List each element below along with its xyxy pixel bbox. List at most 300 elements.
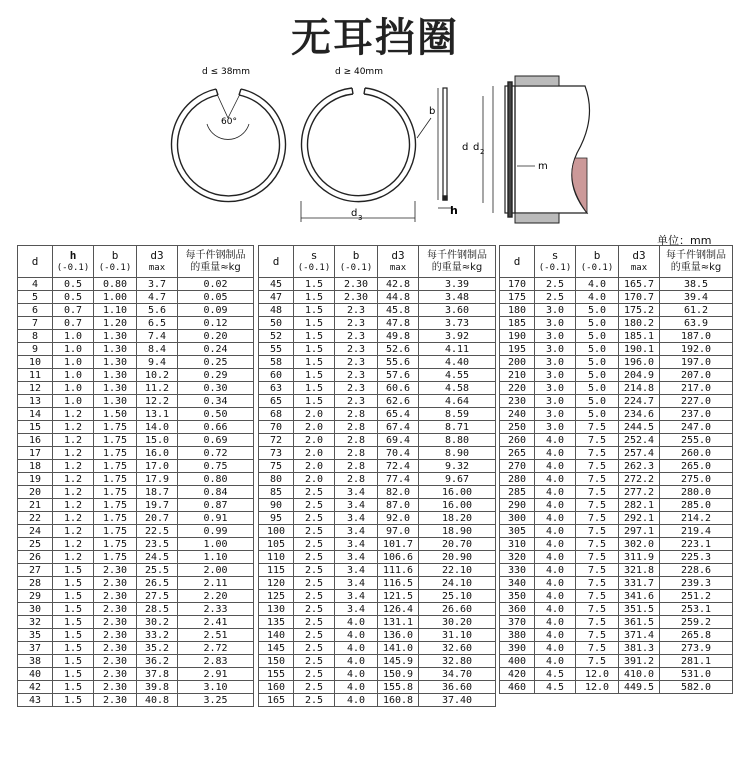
- table-cell: 207.0: [660, 369, 733, 382]
- table-cell: 141.0: [378, 642, 419, 655]
- table-row: [18, 499, 254, 512]
- table-row: [500, 486, 733, 499]
- table-cell: 5.0: [576, 343, 619, 356]
- table-cell: 7.5: [576, 434, 619, 447]
- table-row: [500, 382, 733, 395]
- table-cell: 297.1: [619, 525, 660, 538]
- table-cell: 16.00: [419, 486, 496, 499]
- table-cell: 4.0: [535, 551, 576, 564]
- table-cell: 220: [500, 382, 535, 395]
- table-cell: 262.3: [619, 460, 660, 473]
- table-row: [18, 525, 254, 538]
- table-cell: 3.4: [335, 551, 378, 564]
- table-row: [500, 447, 733, 460]
- b-label: b: [429, 106, 436, 117]
- table-cell: 5.0: [576, 408, 619, 421]
- table-cell: 0.5: [53, 291, 94, 304]
- table-cell: 3.39: [419, 278, 496, 291]
- table-cell: 214.8: [619, 382, 660, 395]
- table-cell: 155: [259, 668, 294, 681]
- label-small-ring: d ≤ 38mm: [202, 67, 250, 77]
- table-cell: 38: [18, 655, 53, 668]
- table-cell: 32.80: [419, 655, 496, 668]
- table-cell: 1.5: [294, 356, 335, 369]
- table-row: [18, 473, 254, 486]
- table-cell: 2.5: [294, 668, 335, 681]
- table-cell: 28: [18, 577, 53, 590]
- table-cell: 22: [18, 512, 53, 525]
- table-cell: 285: [500, 486, 535, 499]
- table-cell: 4.7: [137, 291, 178, 304]
- table-cell: 247.0: [660, 421, 733, 434]
- table-cell: 214.2: [660, 512, 733, 525]
- table-cell: 30.20: [419, 616, 496, 629]
- table-cell: 1.5: [294, 343, 335, 356]
- table-cell: 45: [259, 278, 294, 291]
- table-cell: 4.0: [335, 681, 378, 694]
- table-cell: 2.5: [294, 681, 335, 694]
- table-row: [18, 603, 254, 616]
- table-cell: 3.48: [419, 291, 496, 304]
- table-cell: 1.5: [53, 603, 94, 616]
- table-cell: 225.3: [660, 551, 733, 564]
- table-cell: 1.75: [94, 499, 137, 512]
- table-cell: 4.0: [535, 564, 576, 577]
- table-cell: 7.5: [576, 538, 619, 551]
- table-cell: 2.5: [535, 278, 576, 291]
- table-cell: 3.4: [335, 538, 378, 551]
- table-cell: 1.0: [53, 382, 94, 395]
- table-cell: 2.5: [294, 499, 335, 512]
- table-cell: 18: [18, 460, 53, 473]
- table-row: [259, 447, 496, 460]
- table-cell: 2.3: [335, 356, 378, 369]
- table-cell: 150: [259, 655, 294, 668]
- table-cell: 2.00: [178, 564, 254, 577]
- table-cell: 0.84: [178, 486, 254, 499]
- small-ring-outer: [172, 89, 286, 202]
- table-cell: 111.6: [378, 564, 419, 577]
- table-row: [18, 330, 254, 343]
- table-cell: 21: [18, 499, 53, 512]
- table-cell: 73: [259, 447, 294, 460]
- table-cell: 5.0: [576, 317, 619, 330]
- table-cell: 2.5: [294, 512, 335, 525]
- table-cell: 251.2: [660, 590, 733, 603]
- table-cell: 1.0: [53, 356, 94, 369]
- table-cell: 7: [18, 317, 53, 330]
- table-cell: 26.5: [137, 577, 178, 590]
- table-cell: 1.5: [294, 330, 335, 343]
- h-label: h: [450, 204, 458, 217]
- table-cell: 1.50: [94, 408, 137, 421]
- table-cell: 0.69: [178, 434, 254, 447]
- table-cell: 40: [18, 668, 53, 681]
- table-cell: 2.5: [294, 642, 335, 655]
- table-cell: 449.5: [619, 681, 660, 694]
- table-cell: 16.0: [137, 447, 178, 460]
- table-cell: 190: [500, 330, 535, 343]
- table-row: [18, 408, 254, 421]
- table-cell: 2.0: [294, 408, 335, 421]
- table-cell: 42.8: [378, 278, 419, 291]
- table-cell: 80: [259, 473, 294, 486]
- table-cell: 4.0: [535, 577, 576, 590]
- table-cell: 68: [259, 408, 294, 421]
- table-cell: 1.5: [53, 642, 94, 655]
- table-cell: 265.8: [660, 629, 733, 642]
- table-row: [18, 486, 254, 499]
- table-cell: 2.30: [94, 694, 137, 707]
- table-cell: 192.0: [660, 343, 733, 356]
- table-cell: 13: [18, 395, 53, 408]
- table-cell: 3.7: [137, 278, 178, 291]
- table-cell: 0.34: [178, 395, 254, 408]
- table-cell: 0.80: [94, 278, 137, 291]
- table-cell: 2.30: [94, 577, 137, 590]
- col-s: s (-0.1): [535, 246, 576, 278]
- table-cell: 37.40: [419, 694, 496, 707]
- spec-table-body: [500, 278, 733, 694]
- table-cell: 16.00: [419, 499, 496, 512]
- table-cell: 4.0: [535, 603, 576, 616]
- table-cell: 27.5: [137, 590, 178, 603]
- table-cell: 321.8: [619, 564, 660, 577]
- table-cell: 1.75: [94, 551, 137, 564]
- table-cell: 2.5: [294, 655, 335, 668]
- d2-label: d: [473, 142, 480, 153]
- table-cell: 121.5: [378, 590, 419, 603]
- table-cell: 3.25: [178, 694, 254, 707]
- table-row: [18, 616, 254, 629]
- table-cell: 2.0: [294, 473, 335, 486]
- table-row: [500, 421, 733, 434]
- table-cell: 290: [500, 499, 535, 512]
- table-cell: 10.2: [137, 369, 178, 382]
- d3-label: d: [351, 208, 358, 219]
- table-cell: 239.3: [660, 577, 733, 590]
- table-row: [18, 460, 254, 473]
- spec-table-body: [259, 278, 496, 707]
- table-cell: 7.5: [576, 447, 619, 460]
- table-cell: 18.7: [137, 486, 178, 499]
- table-cell: 3.4: [335, 564, 378, 577]
- table-cell: 1.75: [94, 486, 137, 499]
- table-cell: 125: [259, 590, 294, 603]
- table-cell: 47: [259, 291, 294, 304]
- table-cell: 0.80: [178, 473, 254, 486]
- table-row: [500, 460, 733, 473]
- table-cell: 3.0: [535, 317, 576, 330]
- table-cell: 29: [18, 590, 53, 603]
- table-cell: 1.2: [53, 499, 94, 512]
- table-cell: 330: [500, 564, 535, 577]
- table-cell: 4.0: [335, 642, 378, 655]
- table-row: [259, 681, 496, 694]
- table-cell: 1.0: [53, 330, 94, 343]
- table-cell: 2.3: [335, 382, 378, 395]
- table-cell: 65: [259, 395, 294, 408]
- table-cell: 187.0: [660, 330, 733, 343]
- table-cell: 14: [18, 408, 53, 421]
- table-row: [18, 551, 254, 564]
- table-cell: 1.2: [53, 538, 94, 551]
- table-cell: 0.50: [178, 408, 254, 421]
- table-cell: 185: [500, 317, 535, 330]
- table-row: [18, 642, 254, 655]
- table-cell: 4.0: [335, 655, 378, 668]
- large-ring-inner: [308, 94, 410, 196]
- table-cell: 2.5: [294, 538, 335, 551]
- table-cell: 48: [259, 304, 294, 317]
- table-cell: 2.5: [294, 525, 335, 538]
- table-cell: 0.30: [178, 382, 254, 395]
- table-cell: 136.0: [378, 629, 419, 642]
- table-row: [259, 668, 496, 681]
- table-cell: 33.2: [137, 629, 178, 642]
- unit-label: 单位：mm: [657, 234, 712, 247]
- table-row: [18, 434, 254, 447]
- table-cell: 7.5: [576, 421, 619, 434]
- table-cell: 4.0: [576, 291, 619, 304]
- table-cell: 19: [18, 473, 53, 486]
- table-row: [500, 616, 733, 629]
- table-row: [500, 434, 733, 447]
- table-cell: 4.0: [535, 538, 576, 551]
- table-cell: 3.4: [335, 525, 378, 538]
- table-cell: 2.5: [294, 616, 335, 629]
- table-cell: 185.1: [619, 330, 660, 343]
- table-cell: 37.8: [137, 668, 178, 681]
- table-cell: 2.30: [94, 616, 137, 629]
- table-cell: 2.3: [335, 330, 378, 343]
- table-cell: 0.09: [178, 304, 254, 317]
- table-cell: 196.0: [619, 356, 660, 369]
- table-cell: 0.99: [178, 525, 254, 538]
- table-cell: 5.0: [576, 356, 619, 369]
- table-cell: 1.5: [294, 304, 335, 317]
- spec-table-1: [17, 245, 254, 707]
- table-cell: 195: [500, 343, 535, 356]
- table-cell: 3.4: [335, 577, 378, 590]
- table-row: [18, 369, 254, 382]
- table-cell: 69.4: [378, 434, 419, 447]
- table-cell: 3.73: [419, 317, 496, 330]
- table-cell: 9.4: [137, 356, 178, 369]
- col-b: b (-0.1): [576, 246, 619, 278]
- table-cell: 4.0: [535, 486, 576, 499]
- table-cell: 2.0: [294, 460, 335, 473]
- table-cell: 4.58: [419, 382, 496, 395]
- table-cell: 6: [18, 304, 53, 317]
- table-cell: 27: [18, 564, 53, 577]
- table-cell: 1.75: [94, 512, 137, 525]
- table-cell: 13.1: [137, 408, 178, 421]
- table-cell: 131.1: [378, 616, 419, 629]
- table-cell: 371.4: [619, 629, 660, 642]
- table-cell: 2.30: [94, 603, 137, 616]
- table-cell: 2.30: [335, 278, 378, 291]
- table-cell: 165: [259, 694, 294, 707]
- table-cell: 75: [259, 460, 294, 473]
- table-cell: 531.0: [660, 668, 733, 681]
- table-cell: 1.10: [94, 304, 137, 317]
- table-row: [500, 655, 733, 668]
- table-cell: 4.0: [535, 460, 576, 473]
- table-cell: 2.3: [335, 395, 378, 408]
- table-row: [259, 382, 496, 395]
- table-cell: 37: [18, 642, 53, 655]
- table-cell: 36.60: [419, 681, 496, 694]
- table-cell: 7.5: [576, 460, 619, 473]
- table-cell: 2.5: [294, 577, 335, 590]
- table-cell: 36.2: [137, 655, 178, 668]
- table-cell: 4.0: [535, 434, 576, 447]
- table-cell: 17.9: [137, 473, 178, 486]
- table-cell: 253.1: [660, 603, 733, 616]
- table-row: [259, 616, 496, 629]
- table-cell: 1.2: [53, 486, 94, 499]
- table-cell: 1.2: [53, 447, 94, 460]
- table-cell: 17.0: [137, 460, 178, 473]
- table-cell: 1.10: [178, 551, 254, 564]
- table-cell: 1.2: [53, 525, 94, 538]
- table-cell: 204.9: [619, 369, 660, 382]
- table-cell: 2.0: [294, 434, 335, 447]
- table-row: [500, 681, 733, 694]
- table-row: [18, 356, 254, 369]
- table-cell: 26.60: [419, 603, 496, 616]
- table-cell: 3.4: [335, 499, 378, 512]
- table-cell: 106.6: [378, 551, 419, 564]
- table-cell: 1.30: [94, 382, 137, 395]
- table-cell: 3.4: [335, 512, 378, 525]
- col-weight: 每千件钢制品 的重量≈kg: [660, 246, 733, 278]
- col-d: d: [18, 246, 53, 278]
- table-cell: 11: [18, 369, 53, 382]
- table-row: [259, 486, 496, 499]
- table-cell: 351.5: [619, 603, 660, 616]
- table-cell: 62.6: [378, 395, 419, 408]
- table-row: [259, 538, 496, 551]
- table-row: [259, 434, 496, 447]
- table-cell: 1.5: [294, 369, 335, 382]
- table-cell: 160.8: [378, 694, 419, 707]
- table-cell: 197.0: [660, 356, 733, 369]
- table-cell: 22.10: [419, 564, 496, 577]
- table-cell: 35: [18, 629, 53, 642]
- table-cell: 11.2: [137, 382, 178, 395]
- col-d3: d3 max: [378, 246, 419, 278]
- table-cell: 1.5: [294, 317, 335, 330]
- table-cell: 4.0: [535, 499, 576, 512]
- table-cell: 0.72: [178, 447, 254, 460]
- table-cell: 305: [500, 525, 535, 538]
- table-cell: 3.0: [535, 343, 576, 356]
- table-cell: 145: [259, 642, 294, 655]
- table-cell: 2.41: [178, 616, 254, 629]
- table-cell: 1.75: [94, 421, 137, 434]
- table-cell: 1.5: [53, 616, 94, 629]
- table-cell: 1.75: [94, 473, 137, 486]
- table-cell: 52: [259, 330, 294, 343]
- table-cell: 2.8: [335, 460, 378, 473]
- table-cell: 1.30: [94, 356, 137, 369]
- table-cell: 65.4: [378, 408, 419, 421]
- table-cell: 0.05: [178, 291, 254, 304]
- label-large-ring: d ≥ 40mm: [335, 67, 383, 77]
- table-row: [18, 668, 254, 681]
- table-cell: 180: [500, 304, 535, 317]
- table-cell: 0.75: [178, 460, 254, 473]
- spec-table-2: [258, 245, 496, 707]
- table-cell: 32.60: [419, 642, 496, 655]
- table-row: [500, 564, 733, 577]
- table-cell: 170: [500, 278, 535, 291]
- table-cell: 165.7: [619, 278, 660, 291]
- table-cell: 282.1: [619, 499, 660, 512]
- table-cell: 2.20: [178, 590, 254, 603]
- table-cell: 44.8: [378, 291, 419, 304]
- table-cell: 160: [259, 681, 294, 694]
- table-cell: 100: [259, 525, 294, 538]
- table-cell: 25: [18, 538, 53, 551]
- table-cell: 8.80: [419, 434, 496, 447]
- table-cell: 5.0: [576, 382, 619, 395]
- table-cell: 582.0: [660, 681, 733, 694]
- table-cell: 4.0: [535, 590, 576, 603]
- table-cell: 10: [18, 356, 53, 369]
- col-d3: d3 max: [137, 246, 178, 278]
- table-cell: 350: [500, 590, 535, 603]
- table-cell: 1.5: [294, 382, 335, 395]
- table-cell: 3.10: [178, 681, 254, 694]
- col-b: b (-0.1): [94, 246, 137, 278]
- table-cell: 391.2: [619, 655, 660, 668]
- table-cell: 110: [259, 551, 294, 564]
- table-cell: 85: [259, 486, 294, 499]
- table-cell: 0.02: [178, 278, 254, 291]
- table-row: [500, 603, 733, 616]
- table-cell: 70.4: [378, 447, 419, 460]
- table-cell: 4.5: [535, 681, 576, 694]
- table-cell: 1.5: [294, 278, 335, 291]
- table-cell: 2.30: [94, 590, 137, 603]
- table-cell: 4.0: [576, 278, 619, 291]
- table-cell: 2.30: [94, 629, 137, 642]
- table-cell: 0.66: [178, 421, 254, 434]
- table-cell: 2.30: [94, 642, 137, 655]
- table-cell: 4.0: [535, 629, 576, 642]
- table-cell: 390: [500, 642, 535, 655]
- table-cell: 140: [259, 629, 294, 642]
- table-cell: 4.0: [335, 668, 378, 681]
- table-cell: 1.75: [94, 525, 137, 538]
- table-cell: 2.8: [335, 408, 378, 421]
- table-cell: 4.0: [335, 629, 378, 642]
- table-cell: 8.4: [137, 343, 178, 356]
- table-cell: 7.5: [576, 525, 619, 538]
- table-row: [500, 629, 733, 642]
- table-cell: 7.5: [576, 629, 619, 642]
- col-s: s (-0.1): [294, 246, 335, 278]
- table-cell: 20.90: [419, 551, 496, 564]
- table-cell: 219.4: [660, 525, 733, 538]
- table-cell: 0.7: [53, 304, 94, 317]
- table-cell: 2.11: [178, 577, 254, 590]
- table-cell: 1.2: [53, 434, 94, 447]
- d2-sub-label: 2: [480, 148, 485, 156]
